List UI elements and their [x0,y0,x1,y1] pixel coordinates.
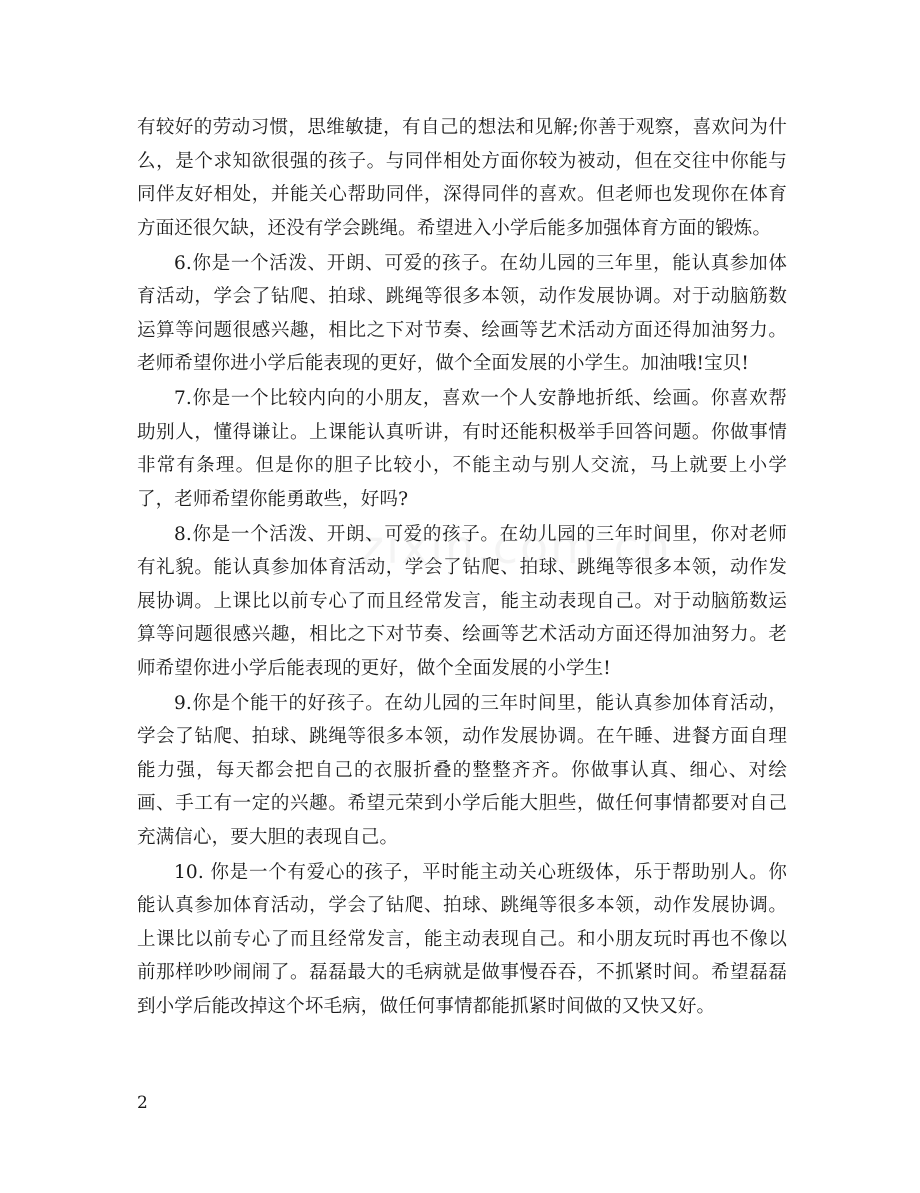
paragraph-item-7: 7.你是一个比较内向的小朋友，喜欢一个人安静地折纸、绘画。你喜欢帮助别人，懂得谦让。上课能认真听讲，有时还能积极举手回答问题。你做事情非常有条理。但是你的胆子比较小，不能主动与别人交流，马上就要上小学了，老师希望你能勇敢些，好吗? [137,388,787,510]
paragraph-item-8: 8.你是一个活泼、开朗、可爱的孩子。在幼儿园的三年时间里，你对老师有礼貌。能认真参加体育活动，学会了钻爬、拍球、跳绳等很多本领，动作发展协调。上课比以前专心了而且经常发言，能主动表现自己。对于动脑筋数运算等问题很感兴趣，相比之下对节奏、绘画等艺术活动方面还得加油努力。老师希望你进小学后能表现的更好，做个全面发展的小学生! [137,523,787,679]
paragraph-continued: 有较好的劳动习惯，思维敏捷，有自己的想法和见解;你善于观察，喜欢问为什么，是个求知欲很强的孩子。与同伴相处方面你较为被动，但在交往中你能与同伴友好相处，并能关心帮助同伴，深得同伴的喜欢。但老师也发现你在体育方面还很欠缺，还没有学会跳绳。希望进入小学后能多加强体育方面的锻炼。 [137,117,787,239]
document-body [137,111,787,1025]
page-number: 2 [137,1093,148,1113]
paragraph-item-10: 10. 你是一个有爱心的孩子，平时能主动关心班级体，乐于帮助别人。你能认真参加体育活动，学会了钻爬、拍球、跳绳等很多本领，动作发展协调。上课比以前专心了而且经常发言，能主动表现自己。和小朋友玩时再也不像以前那样吵吵闹闹了。磊磊最大的毛病就是做事慢吞吞，不抓紧时间。希望磊磊到小学后能改掉这个坏毛病，做任何事情都能抓紧时间做的又快又好。 [137,861,787,1017]
paragraph-item-9: 9.你是个能干的好孩子。在幼儿园的三年时间里，能认真参加体育活动，学会了钻爬、拍球、跳绳等很多本领，动作发展协调。在午睡、进餐方面自理能力强，每天都会把自己的衣服折叠的整整齐齐。你做事认真、细心、对绘画、手工有一定的兴趣。希望元荣到小学后能大胆些，做任何事情都要对自己充满信心，要大胆的表现自己。 [137,692,787,848]
paragraph-item-6: 6.你是一个活泼、开朗、可爱的孩子。在幼儿园的三年里，能认真参加体育活动，学会了钻爬、拍球、跳绳等很多本领，动作发展协调。对于动脑筋数运算等问题很感兴趣，相比之下对节奏、绘画等艺术活动方面还得加油努力。老师希望你进小学后能表现的更好，做个全面发展的小学生。加油哦!宝贝! [137,252,787,374]
